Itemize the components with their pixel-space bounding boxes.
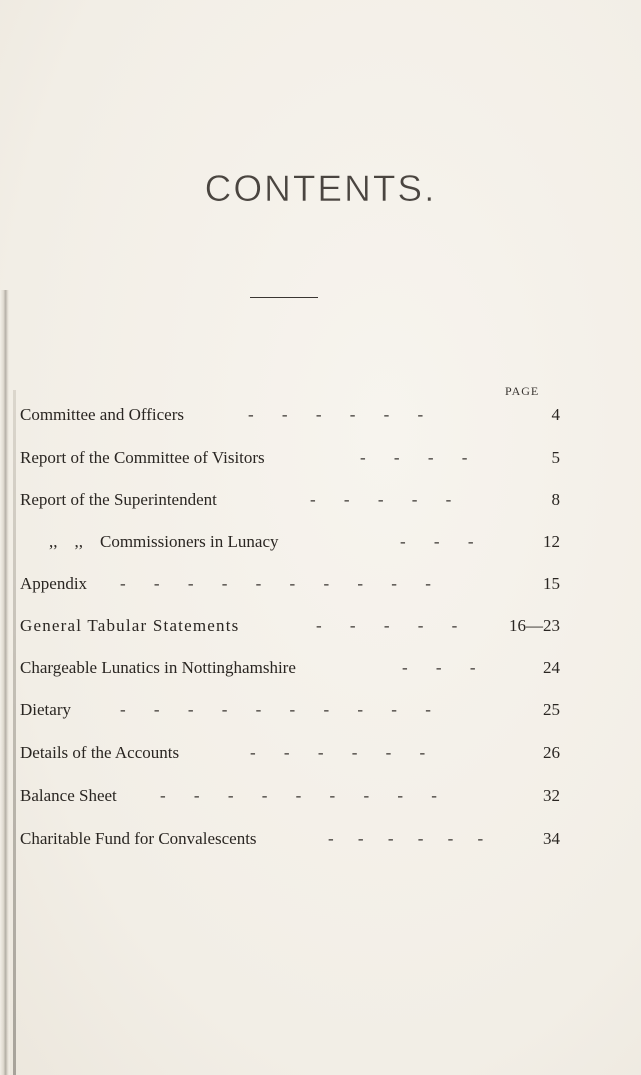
toc-entry-page: 34: [543, 829, 560, 848]
toc-entry-label: Charitable Fund for Convalescents: [20, 829, 257, 848]
toc-entry-label: Appendix: [20, 574, 88, 593]
toc-entry-label: Chargeable Lunatics in Nottinghamshire: [20, 658, 296, 677]
toc-entry-leaders: - - -: [400, 532, 486, 551]
toc-entry-general-tabular-statements: [20, 614, 560, 638]
toc-entry-charitable-fund: [20, 827, 560, 851]
toc-entry-chargeable-lunatics: [20, 656, 560, 680]
toc-entry-page: 26: [543, 743, 560, 762]
toc-entry-label: Report of the Committee of Visitors: [20, 448, 265, 467]
toc-entry-leaders: - - -: [402, 658, 488, 677]
page-column-heading: PAGE: [505, 384, 540, 398]
toc-entry-leaders: - - - - -: [316, 616, 470, 635]
toc-entry-committee-and-officers: [20, 403, 560, 427]
toc-entry-balance-sheet: [20, 784, 560, 808]
toc-entry-report-superintendent: [20, 488, 560, 512]
toc-entry-details-of-accounts: [20, 741, 560, 765]
toc-entry-leaders: - - - - - - - - -: [160, 786, 449, 805]
toc-entry-page: 15: [543, 574, 560, 593]
toc-entry-leaders: - - - - - - - - - -: [120, 700, 443, 719]
toc-entry-leaders: - - - - -: [310, 490, 464, 509]
toc-entry-commissioners-in-lunacy: [20, 530, 560, 554]
toc-entry-label: General Tabular Statements: [20, 616, 240, 635]
toc-entry-label: ,, ,, Commissioners in Lunacy: [49, 532, 279, 551]
title-rule: [250, 297, 318, 298]
toc-entry-leaders: - - - -: [360, 448, 480, 467]
toc-entry-dietary: [20, 698, 560, 722]
toc-entry-leaders: - - - - - -: [250, 743, 438, 762]
toc-entry-leaders: - - - - - -: [328, 829, 494, 848]
toc-entry-report-committee-visitors: [20, 446, 560, 470]
toc-entry-leaders: - - - - - - - - - -: [120, 574, 443, 593]
toc-entry-page: 8: [551, 490, 560, 509]
toc-entry-label: Dietary: [20, 700, 71, 719]
toc-entry-page: 25: [543, 700, 560, 719]
toc-entry-page: 5: [551, 448, 560, 467]
toc-entry-page: 16—23: [509, 616, 560, 635]
toc-entry-label: Balance Sheet: [20, 786, 117, 805]
toc-entry-label: Details of the Accounts: [20, 743, 180, 762]
toc-entry-page: 32: [543, 786, 560, 805]
toc-entry-label: Report of the Superintendent: [20, 490, 217, 509]
toc-entry-appendix: [20, 572, 560, 596]
toc-entry-page: 24: [543, 658, 560, 677]
toc-entry-page: 4: [551, 405, 560, 424]
page-title: CONTENTS.: [204, 168, 437, 209]
binding-shadow: [13, 390, 16, 1075]
toc-entry-label: Committee and Officers: [20, 405, 184, 424]
toc-entry-page: 12: [543, 532, 560, 551]
toc-entry-leaders: - - - - - -: [248, 405, 436, 424]
binding-edge: [0, 290, 10, 1075]
